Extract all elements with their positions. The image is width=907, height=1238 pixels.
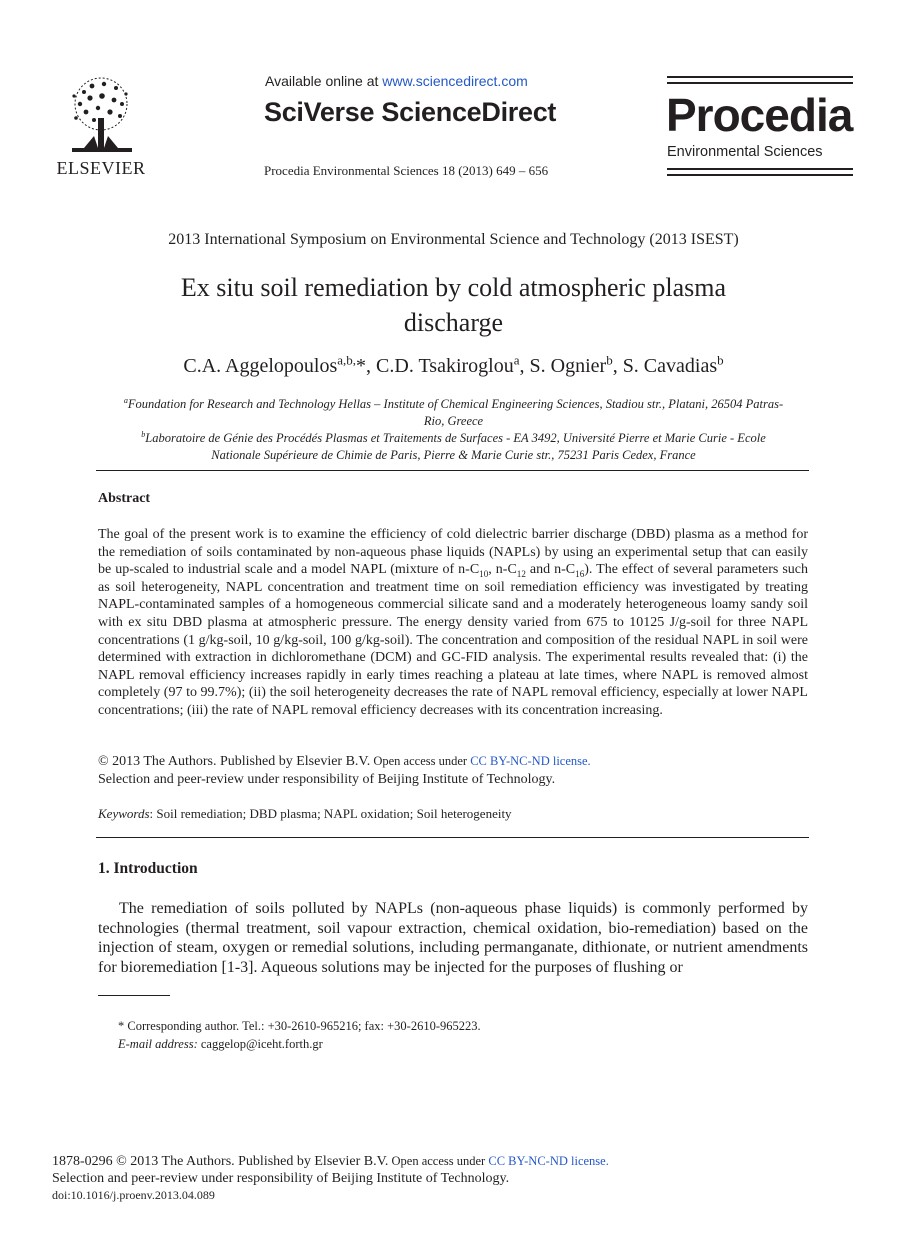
page-footer: 1878-0296 © 2013 The Authors. Published by Elsevier B.V. Open access under CC BY-NC-ND license. Selection and peer-review under responsibility of Beijing Institute of Technology. doi:10.1016/j.proenv.2013.04.089	[52, 1154, 609, 1202]
affiliations	[96, 396, 811, 464]
sciencedirect-link[interactable]: www.sciencedirect.com	[382, 73, 528, 89]
available-online	[265, 73, 528, 89]
procedia-logo-subtitle: Environmental Sciences	[667, 144, 823, 160]
procedia-logo	[667, 76, 853, 176]
doi: doi:10.1016/j.proenv.2013.04.089	[52, 1188, 215, 1202]
email-note: E-mail address: caggelop@iceht.forth.gr	[118, 1037, 323, 1051]
conference-name: 2013 International Symposium on Environmental Science and Technology (2013 ISEST)	[168, 231, 739, 248]
corresponding-author-note: * Corresponding author. Tel.: +30-2610-965216; fax: +30-2610-965223.	[118, 1019, 481, 1033]
copyright-notice: © 2013 The Authors. Published by Elsevier B.V. Open access under CC BY-NC-ND license. Selection and peer-review under responsibility of Beijing Institute of Technology.	[98, 754, 591, 787]
abstract-heading: Abstract	[98, 491, 151, 506]
journal-citation: Procedia Environmental Sciences 18 (2013) 649 – 656	[264, 163, 549, 178]
introduction-text: The remediation of soils polluted by NAPLs (non-aqueous phase liquids) is commonly performed by technologies (thermal treatment, soil vapour extraction, chemical oxidation, bio-remediation) based on the injection of steam, oxygen or remedial solutions, including permanganate, dithionate, or nutrient amendments for bioremediation [1-3]. Aqueous solutions may be injected for the purposes of flushing or	[98, 900, 808, 976]
title-divider	[96, 470, 809, 471]
author-list	[0, 352, 907, 378]
introduction-heading: 1. Introduction	[98, 860, 198, 877]
footnote-divider	[98, 995, 170, 996]
elsevier-wordmark: ELSEVIER	[56, 158, 146, 178]
author: C.A. Aggelopoulos$^{a,b,}$*,	[183, 352, 377, 377]
abstract-text: The goal of the present work is to examine the efficiency of cold dielectric barrier discharge (DBD) plasma as a method for the remediation of soils contaminated by non-aqueous phase liquids (NAPLs) by using an experimental setup that can easily be up-scaled to industrial scale and a model NAPL (mixture of $n-C_{10}$, $n-C_{12}$ and $n-C_{16}$). The effect of several parameters such as soil heterogeneity, NAPL concentration and treatment time on soil remediation efficiency was investigated by treating NAPL-contaminated samples of a homogeneous commercial silicate sand and a moderately heterogeneous loamy sandy soil with ex situ DBD plasma at atmospheric pressure. The energy density varied from 675 to 10125 J/g-soil for three NAPL concentrations (1 g/kg-soil, 10 g/kg-soil, 100 g/kg-soil). The concentration and composition of the residual NAPL in soil were determined with extraction in dichloromethane (DCM) and GC-FID analysis. The experimental results revealed that: (i) the NAPL removal efficiency increases rapidly in early times reaching a plateau at late times, where NAPL is removed almost completely (97 to 99.7%); (ii) the soil heterogeneity decreases the rate of NAPL removal efficiency, especially at lower NAPL concentrations; (iii) the rate of NAPL removal efficiency decreases with its concentration increasing.	[98, 527, 809, 718]
footnote	[118, 1017, 481, 1053]
paper-title-line-1: Ex situ soil remediation by cold atmospheric plasma	[180, 273, 727, 302]
available-online-label: Available online at	[265, 73, 383, 89]
elsevier-tree-icon	[54, 74, 148, 160]
affiliation: $^a$Foundation for Research and Technology Hellas – Institute of Chemical Engineering Sciences, Stadiou str., Platani, 26504 Patras- Rio, Greece	[123, 395, 784, 428]
author: C.D. Tsakiroglou$^a$,	[376, 352, 530, 377]
abstract-divider	[96, 837, 809, 838]
procedia-logo-title: Procedia	[666, 89, 853, 141]
license-link[interactable]: CC BY-NC-ND license.	[470, 754, 591, 768]
elsevier-logo	[52, 74, 150, 178]
paper-title-line-2: discharge	[403, 308, 504, 337]
footer-license-link[interactable]: CC BY-NC-ND license.	[488, 1154, 609, 1168]
affiliation: $^b$Laboratoire de Génie des Procédés Plasmas et Traitements de Surfaces - EA 3492, Université Pierre et Marie Curie - Ecole Nationale Supérieure de Chimie de Paris, Pierre & Marie Curie str., 75231 Paris Cedex, France	[141, 429, 766, 462]
author: S. Cavadias$^b$	[622, 352, 724, 377]
keywords: Keywords: Soil remediation; DBD plasma; NAPL oxidation; Soil heterogeneity	[98, 806, 512, 821]
author: S. Ognier$^b$,	[529, 352, 623, 377]
paper-title	[0, 270, 907, 340]
sciverse-sciencedirect-logo: SciVerse ScienceDirect	[264, 97, 557, 127]
